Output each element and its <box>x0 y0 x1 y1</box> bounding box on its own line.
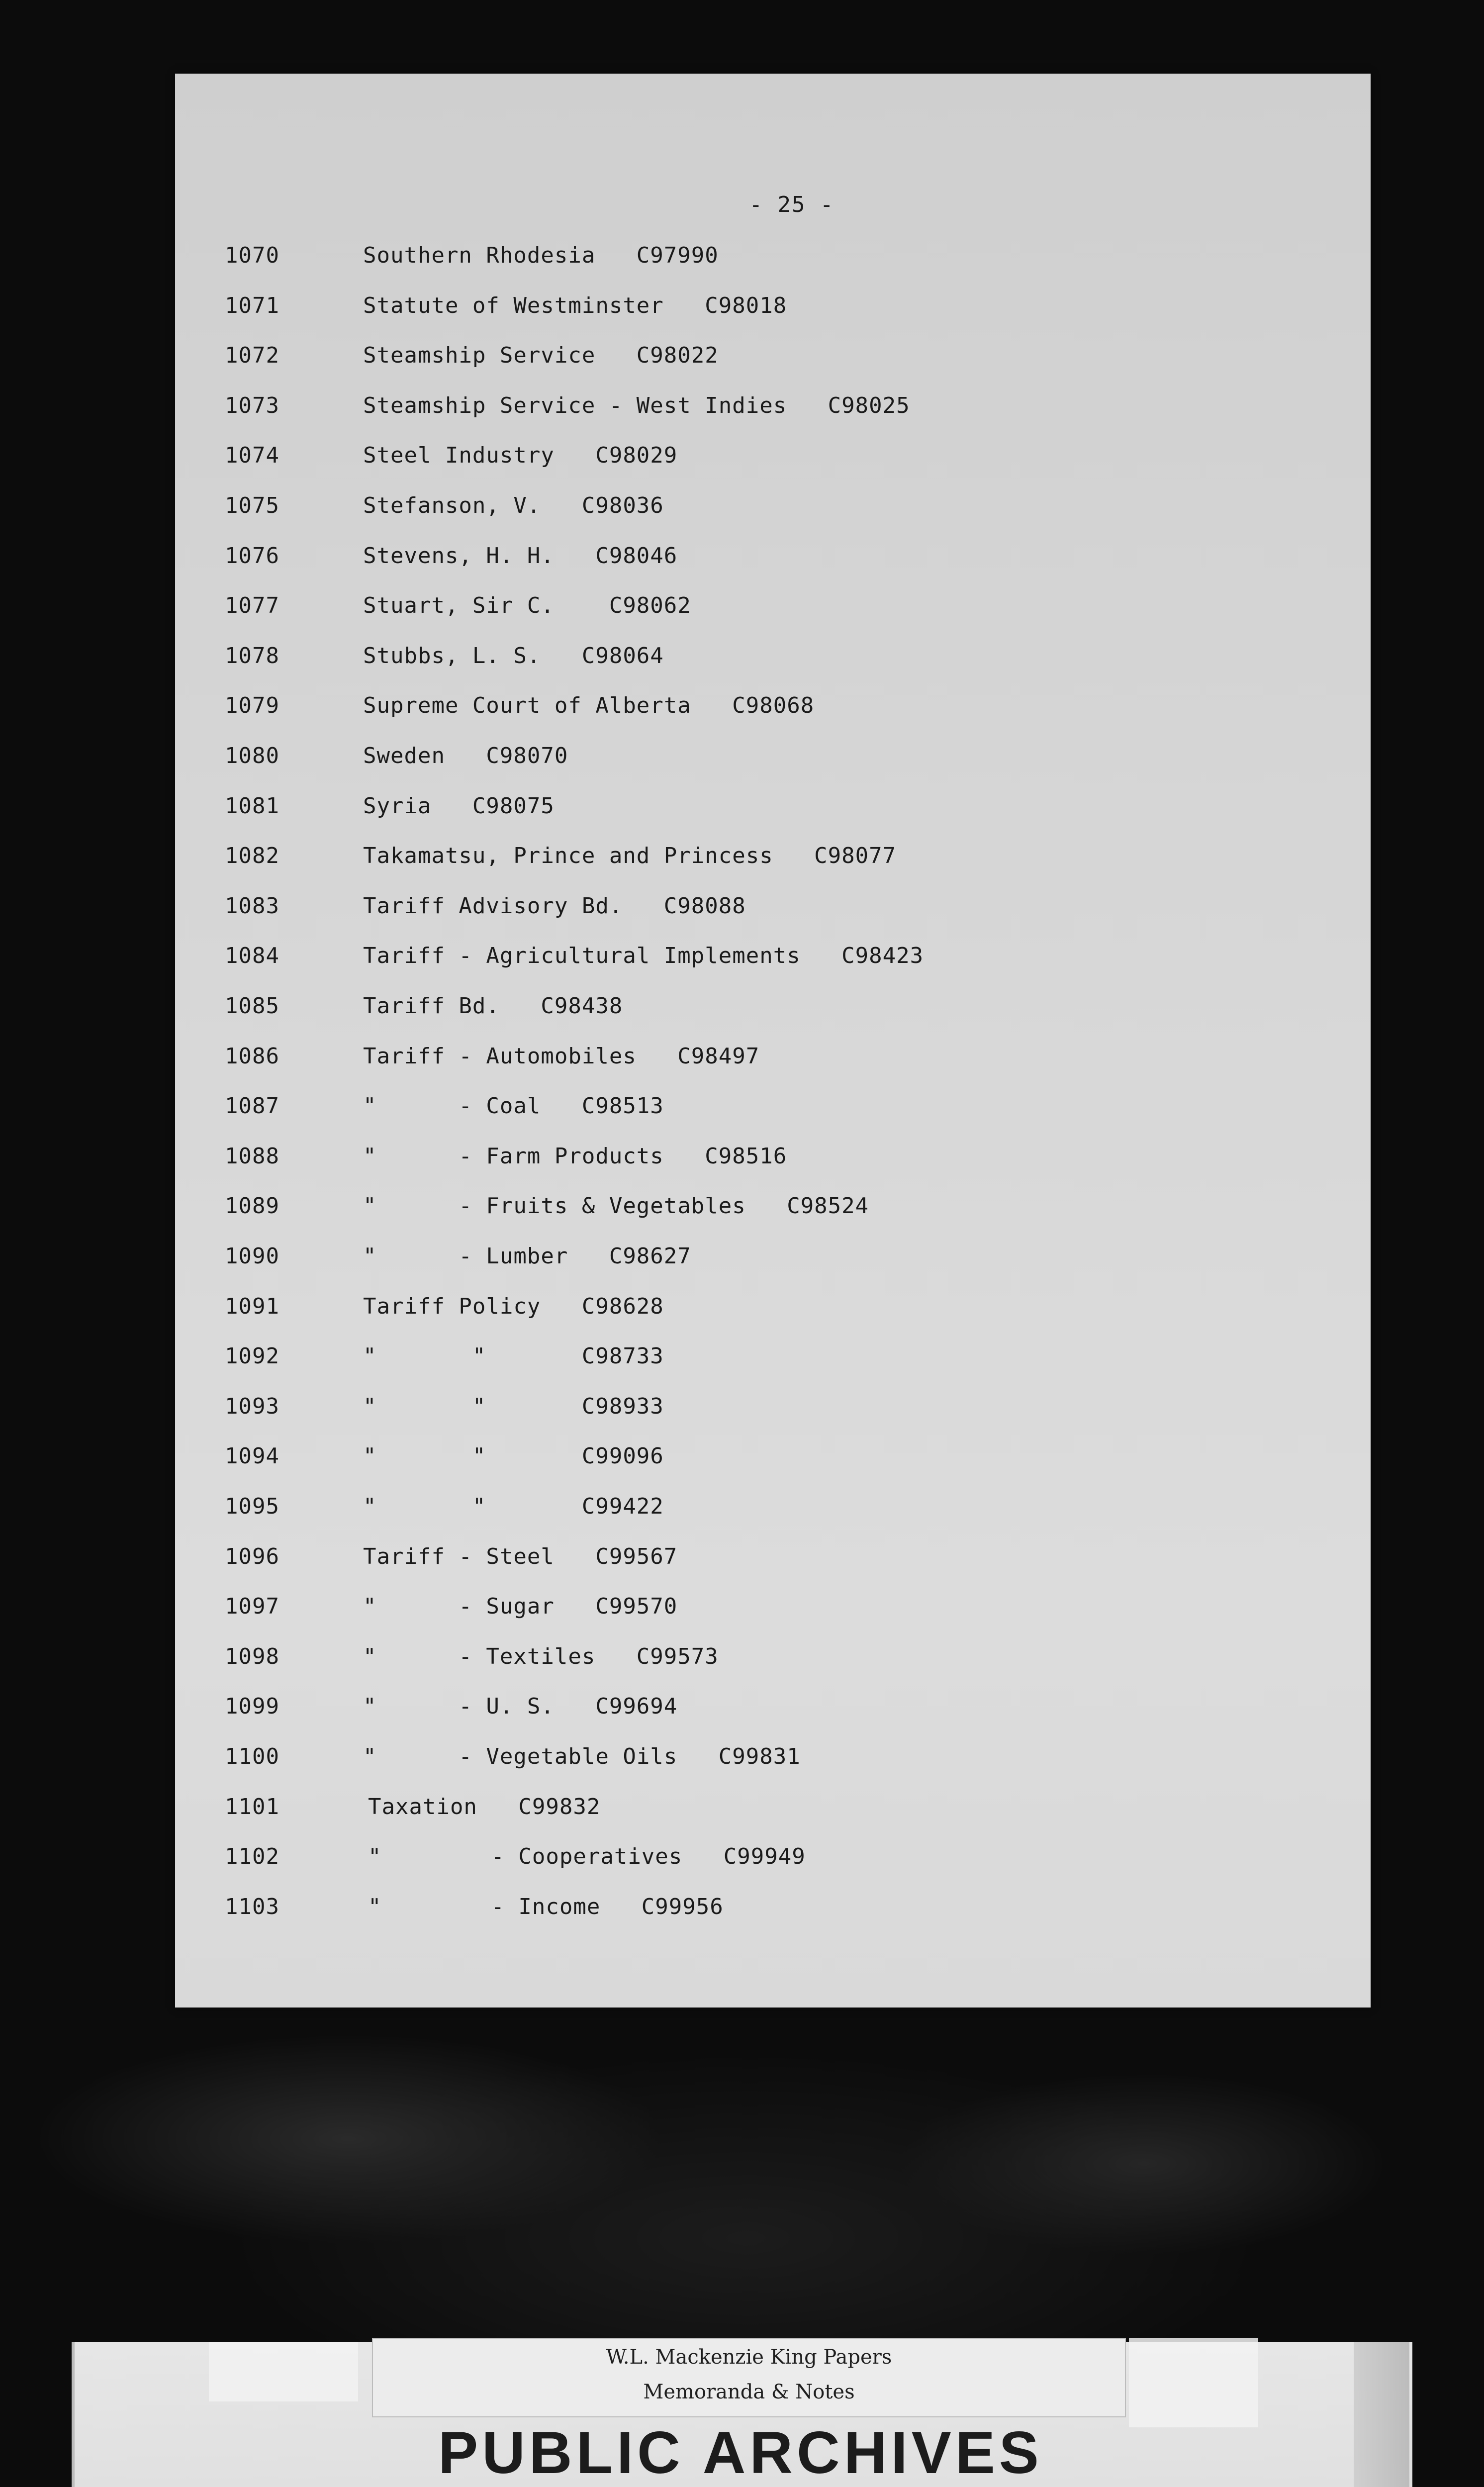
entry-text: Syria C98075 <box>363 793 555 819</box>
entry-row <box>175 1794 1371 1834</box>
entry-number: 1093 <box>225 1393 279 1419</box>
entry-text: " - Vegetable Oils C99831 <box>363 1744 801 1769</box>
entry-text: " - Sugar C99570 <box>363 1594 678 1620</box>
entry-text: " - Income C99956 <box>368 1894 724 1919</box>
entry-number: 1101 <box>225 1794 279 1819</box>
entry-text: " - Lumber C98627 <box>363 1244 691 1269</box>
entry-row <box>175 843 1371 883</box>
entry-text: " - Coal C98513 <box>363 1093 664 1119</box>
entry-row <box>175 1844 1371 1884</box>
entry-row <box>175 693 1371 733</box>
entry-number: 1098 <box>225 1643 279 1669</box>
entry-text: Sweden C98070 <box>363 743 568 768</box>
entry-number: 1102 <box>225 1844 279 1870</box>
entry-row <box>175 643 1371 683</box>
entry-number: 1075 <box>225 493 279 518</box>
entry-text: Supreme Court of Alberta C98068 <box>363 693 815 719</box>
entry-text: Steamship Service - West Indies C98025 <box>363 392 910 418</box>
entry-number: 1076 <box>225 543 279 569</box>
entry-row <box>175 593 1371 633</box>
entry-text: " - Cooperatives C99949 <box>368 1844 806 1870</box>
entry-text: Stefanson, V. C98036 <box>363 493 664 518</box>
entry-number: 1082 <box>225 843 279 869</box>
torn-paper-patch <box>209 2342 358 2401</box>
entry-row <box>175 1744 1371 1784</box>
entry-row <box>175 993 1371 1033</box>
torn-paper-patch <box>1129 2338 1258 2427</box>
entry-text: Stevens, H. H. C98046 <box>363 543 678 569</box>
entry-row <box>175 243 1371 283</box>
entry-text: Tariff - Steel C99567 <box>363 1543 678 1569</box>
entry-number: 1080 <box>225 743 279 768</box>
entry-text: Tariff Policy C98628 <box>363 1293 664 1319</box>
entry-number: 1090 <box>225 1244 279 1269</box>
entry-text: Stubbs, L. S. C98064 <box>363 643 664 669</box>
entry-number: 1087 <box>225 1093 279 1119</box>
entry-number: 1070 <box>225 243 279 268</box>
entry-row <box>175 343 1371 383</box>
entry-row <box>175 1144 1371 1183</box>
entry-row <box>175 1244 1371 1283</box>
entry-number: 1079 <box>225 693 279 719</box>
entry-row <box>175 543 1371 583</box>
entry-row <box>175 943 1371 983</box>
entry-number: 1078 <box>225 643 279 669</box>
collection-tab <box>372 2338 1126 2417</box>
series-name: Memoranda & Notes <box>643 2381 855 2403</box>
entry-text: " - U. S. C99694 <box>363 1694 678 1720</box>
entry-row <box>175 1894 1371 1934</box>
entry-row <box>175 1694 1371 1733</box>
entry-row <box>175 1594 1371 1633</box>
entry-number: 1097 <box>225 1594 279 1620</box>
collection-name: W.L. Mackenzie King Papers <box>606 2346 892 2369</box>
entry-number: 1071 <box>225 292 279 318</box>
entry-row <box>175 1294 1371 1334</box>
entry-text: " " C99422 <box>363 1494 664 1519</box>
entry-row <box>175 1193 1371 1233</box>
document-page <box>175 74 1371 2008</box>
entry-number: 1073 <box>225 392 279 418</box>
entry-row <box>175 1544 1371 1584</box>
entry-text: " " C98933 <box>363 1393 664 1419</box>
entry-text: Stuart, Sir C. C98062 <box>363 593 691 619</box>
entry-number: 1081 <box>225 793 279 819</box>
entry-text: Tariff - Agricultural Implements C98423 <box>363 943 924 969</box>
entry-number: 1092 <box>225 1343 279 1369</box>
entry-text: Southern Rhodesia C97990 <box>363 243 719 268</box>
entry-row <box>175 1443 1371 1483</box>
entry-text: " - Textiles C99573 <box>363 1643 719 1669</box>
entry-row <box>175 393 1371 433</box>
entry-number: 1096 <box>225 1543 279 1569</box>
entry-text: Tariff Bd. C98438 <box>363 993 623 1019</box>
archive-title-en: PUBLIC ARCHIVES <box>438 2419 1043 2486</box>
entry-text: " - Fruits & Vegetables C98524 <box>363 1193 869 1219</box>
entry-number: 1084 <box>225 943 279 969</box>
entry-row <box>175 1093 1371 1133</box>
entry-row <box>175 793 1371 833</box>
entry-number: 1072 <box>225 343 279 369</box>
entry-number: 1099 <box>225 1694 279 1720</box>
entry-number: 1085 <box>225 993 279 1019</box>
entry-text: Steel Industry C98029 <box>363 443 678 469</box>
entry-row <box>175 293 1371 333</box>
entry-number: 1095 <box>225 1494 279 1519</box>
entry-number: 1083 <box>225 893 279 919</box>
entry-row <box>175 893 1371 933</box>
entry-text: Takamatsu, Prince and Princess C98077 <box>363 843 897 869</box>
entry-row <box>175 743 1371 783</box>
entry-number: 1077 <box>225 593 279 619</box>
entry-row <box>175 1343 1371 1383</box>
entry-row <box>175 443 1371 482</box>
entry-text: " " C98733 <box>363 1343 664 1369</box>
entry-number: 1091 <box>225 1293 279 1319</box>
entry-number: 1086 <box>225 1043 279 1069</box>
entry-text: Tariff - Automobiles C98497 <box>363 1043 760 1069</box>
entry-text: " " C99096 <box>363 1443 664 1469</box>
entry-text: Tariff Advisory Bd. C98088 <box>363 893 746 919</box>
entry-row <box>175 1044 1371 1083</box>
entry-number: 1088 <box>225 1143 279 1169</box>
entry-row <box>175 1394 1371 1434</box>
entry-row <box>175 493 1371 533</box>
entry-row <box>175 1494 1371 1533</box>
entry-text: Taxation C99832 <box>368 1794 601 1819</box>
entry-number: 1100 <box>225 1744 279 1769</box>
entry-number: 1094 <box>225 1443 279 1469</box>
entry-text: Statute of Westminster C98018 <box>363 292 787 318</box>
entry-number: 1103 <box>225 1894 279 1919</box>
entry-text: " - Farm Products C98516 <box>363 1143 787 1169</box>
page-number: - 25 - <box>749 192 835 217</box>
entry-text: Steamship Service C98022 <box>363 343 719 369</box>
entry-number: 1074 <box>225 443 279 469</box>
entry-row <box>175 1644 1371 1684</box>
entry-number: 1089 <box>225 1193 279 1219</box>
